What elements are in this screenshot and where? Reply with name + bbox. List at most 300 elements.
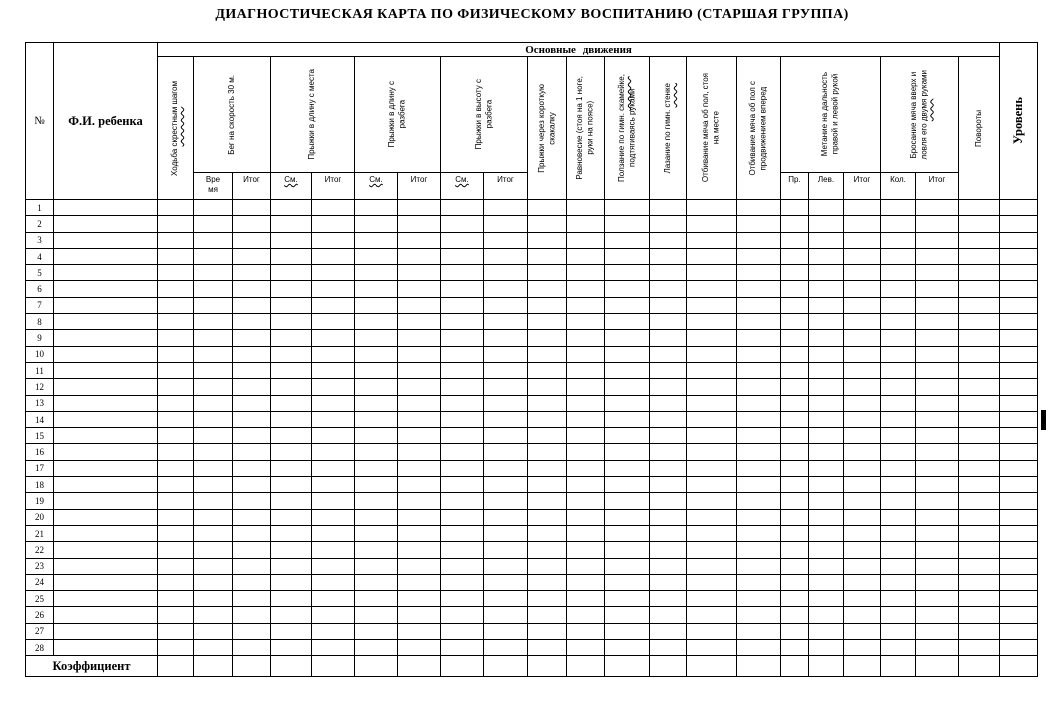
empty-cell bbox=[1000, 216, 1038, 232]
empty-cell bbox=[844, 607, 881, 623]
empty-cell bbox=[781, 411, 809, 427]
empty-cell bbox=[781, 640, 809, 656]
empty-cell bbox=[737, 216, 781, 232]
empty-cell bbox=[650, 444, 687, 460]
empty-cell bbox=[271, 281, 312, 297]
empty-cell bbox=[809, 623, 844, 639]
empty-cell bbox=[809, 428, 844, 444]
empty-cell bbox=[54, 444, 158, 460]
empty-cell bbox=[916, 232, 959, 248]
empty-cell bbox=[441, 232, 484, 248]
row-number: 16 bbox=[26, 444, 54, 460]
empty-cell bbox=[809, 656, 844, 677]
empty-cell bbox=[567, 248, 605, 264]
empty-cell bbox=[271, 297, 312, 313]
empty-cell bbox=[959, 200, 1000, 216]
empty-cell bbox=[737, 460, 781, 476]
empty-cell bbox=[737, 346, 781, 362]
empty-cell bbox=[687, 379, 737, 395]
empty-cell bbox=[781, 558, 809, 574]
empty-cell bbox=[233, 460, 271, 476]
empty-cell bbox=[54, 411, 158, 427]
row-number: 4 bbox=[26, 248, 54, 264]
empty-cell bbox=[271, 525, 312, 541]
empty-cell bbox=[158, 444, 194, 460]
empty-cell bbox=[650, 232, 687, 248]
empty-cell bbox=[881, 395, 916, 411]
empty-cell bbox=[355, 656, 398, 677]
empty-cell bbox=[737, 542, 781, 558]
empty-cell bbox=[1000, 248, 1038, 264]
empty-cell bbox=[312, 281, 355, 297]
empty-cell bbox=[528, 232, 567, 248]
empty-cell bbox=[355, 330, 398, 346]
level-rotated-label: Уровень bbox=[1011, 97, 1026, 145]
empty-cell bbox=[809, 493, 844, 509]
empty-cell bbox=[233, 248, 271, 264]
empty-cell bbox=[737, 623, 781, 639]
empty-cell bbox=[844, 525, 881, 541]
empty-cell bbox=[312, 607, 355, 623]
empty-cell bbox=[484, 591, 528, 607]
empty-cell bbox=[158, 623, 194, 639]
empty-cell bbox=[959, 281, 1000, 297]
row-number: 20 bbox=[26, 509, 54, 525]
empty-cell bbox=[844, 623, 881, 639]
empty-cell bbox=[528, 574, 567, 590]
empty-cell bbox=[271, 411, 312, 427]
empty-cell bbox=[484, 314, 528, 330]
row-number: 18 bbox=[26, 477, 54, 493]
empty-cell bbox=[881, 314, 916, 330]
empty-cell bbox=[781, 379, 809, 395]
empty-cell bbox=[398, 493, 441, 509]
empty-cell bbox=[233, 591, 271, 607]
row-number: 21 bbox=[26, 525, 54, 541]
subheader-total: Итог bbox=[844, 173, 881, 200]
empty-cell bbox=[233, 200, 271, 216]
empty-cell bbox=[194, 558, 233, 574]
empty-cell bbox=[881, 444, 916, 460]
subheader-count: Кол. bbox=[881, 173, 916, 200]
empty-cell bbox=[781, 232, 809, 248]
empty-cell bbox=[881, 493, 916, 509]
empty-cell bbox=[605, 395, 650, 411]
empty-cell bbox=[194, 623, 233, 639]
empty-cell bbox=[158, 640, 194, 656]
empty-cell bbox=[312, 640, 355, 656]
empty-cell bbox=[355, 493, 398, 509]
empty-cell bbox=[959, 542, 1000, 558]
empty-cell bbox=[687, 248, 737, 264]
empty-cell bbox=[844, 477, 881, 493]
empty-cell bbox=[355, 640, 398, 656]
table-row bbox=[26, 591, 1038, 607]
empty-cell bbox=[441, 656, 484, 677]
empty-cell bbox=[158, 542, 194, 558]
empty-cell bbox=[441, 493, 484, 509]
empty-cell bbox=[355, 623, 398, 639]
empty-cell bbox=[194, 200, 233, 216]
empty-cell bbox=[959, 346, 1000, 362]
empty-cell bbox=[398, 379, 441, 395]
table-row bbox=[26, 623, 1038, 639]
empty-cell bbox=[844, 265, 881, 281]
empty-cell bbox=[809, 591, 844, 607]
table-row bbox=[26, 574, 1038, 590]
col-header-running-high-jump: Прыжки в высоту с разбега bbox=[441, 57, 528, 173]
diagnostic-table bbox=[25, 42, 1038, 677]
empty-cell bbox=[687, 574, 737, 590]
row-number: 27 bbox=[26, 623, 54, 639]
empty-cell bbox=[484, 640, 528, 656]
empty-cell bbox=[737, 200, 781, 216]
empty-cell bbox=[650, 542, 687, 558]
empty-cell bbox=[959, 297, 1000, 313]
empty-cell bbox=[158, 200, 194, 216]
empty-cell bbox=[844, 330, 881, 346]
subheader-total: Итог bbox=[312, 173, 355, 200]
table-row bbox=[26, 362, 1038, 378]
empty-cell bbox=[398, 314, 441, 330]
empty-cell bbox=[194, 248, 233, 264]
empty-cell bbox=[271, 232, 312, 248]
table-row bbox=[26, 314, 1038, 330]
empty-cell bbox=[158, 460, 194, 476]
empty-cell bbox=[844, 395, 881, 411]
empty-cell bbox=[687, 477, 737, 493]
empty-cell bbox=[650, 379, 687, 395]
empty-cell bbox=[916, 379, 959, 395]
empty-cell bbox=[54, 216, 158, 232]
empty-cell bbox=[233, 640, 271, 656]
col-header-bench-crawling: Ползание по гимн. скамейке, подтягиваясь руками bbox=[605, 57, 650, 200]
empty-cell bbox=[398, 542, 441, 558]
empty-cell bbox=[233, 493, 271, 509]
empty-cell bbox=[355, 314, 398, 330]
row-number: 22 bbox=[26, 542, 54, 558]
empty-cell bbox=[809, 362, 844, 378]
empty-cell bbox=[441, 297, 484, 313]
empty-cell bbox=[737, 428, 781, 444]
empty-cell bbox=[158, 265, 194, 281]
empty-cell bbox=[881, 640, 916, 656]
empty-cell bbox=[809, 200, 844, 216]
empty-cell bbox=[650, 395, 687, 411]
empty-cell bbox=[528, 281, 567, 297]
empty-cell bbox=[441, 558, 484, 574]
empty-cell bbox=[1000, 428, 1038, 444]
empty-cell bbox=[959, 509, 1000, 525]
empty-cell bbox=[916, 444, 959, 460]
empty-cell bbox=[54, 297, 158, 313]
empty-cell bbox=[54, 200, 158, 216]
empty-cell bbox=[398, 623, 441, 639]
empty-cell bbox=[781, 460, 809, 476]
empty-cell bbox=[916, 477, 959, 493]
empty-cell bbox=[916, 297, 959, 313]
empty-cell bbox=[441, 362, 484, 378]
empty-cell bbox=[54, 558, 158, 574]
empty-cell bbox=[1000, 362, 1038, 378]
empty-cell bbox=[1000, 542, 1038, 558]
empty-cell bbox=[959, 640, 1000, 656]
empty-cell bbox=[271, 509, 312, 525]
empty-cell bbox=[567, 314, 605, 330]
empty-cell bbox=[809, 330, 844, 346]
empty-cell bbox=[312, 509, 355, 525]
empty-cell bbox=[398, 574, 441, 590]
empty-cell bbox=[737, 379, 781, 395]
empty-cell bbox=[567, 493, 605, 509]
col-header-cross-step-walking: Ходьба скрестным шагом bbox=[158, 57, 194, 200]
empty-cell bbox=[959, 411, 1000, 427]
empty-cell bbox=[916, 623, 959, 639]
empty-cell bbox=[916, 591, 959, 607]
col-header-wall-climbing: Лазание по гимн. стенке bbox=[650, 57, 687, 200]
empty-cell bbox=[959, 314, 1000, 330]
empty-cell bbox=[844, 509, 881, 525]
empty-cell bbox=[1000, 558, 1038, 574]
empty-cell bbox=[441, 330, 484, 346]
empty-cell bbox=[355, 574, 398, 590]
empty-cell bbox=[687, 460, 737, 476]
empty-cell bbox=[809, 509, 844, 525]
empty-cell bbox=[881, 362, 916, 378]
empty-cell bbox=[605, 200, 650, 216]
empty-cell bbox=[650, 574, 687, 590]
empty-cell bbox=[844, 591, 881, 607]
empty-cell bbox=[355, 362, 398, 378]
empty-cell bbox=[567, 525, 605, 541]
empty-cell bbox=[959, 460, 1000, 476]
empty-cell bbox=[650, 330, 687, 346]
data-rows bbox=[26, 200, 1038, 656]
empty-cell bbox=[959, 558, 1000, 574]
empty-cell bbox=[687, 607, 737, 623]
empty-cell bbox=[650, 200, 687, 216]
empty-cell bbox=[844, 444, 881, 460]
empty-cell bbox=[271, 607, 312, 623]
empty-cell bbox=[528, 444, 567, 460]
empty-cell bbox=[781, 395, 809, 411]
col-header-level bbox=[1000, 43, 1038, 200]
empty-cell bbox=[687, 411, 737, 427]
empty-cell bbox=[528, 379, 567, 395]
empty-cell bbox=[916, 428, 959, 444]
col-header-running-long-jump: Прыжки в длину с разбега bbox=[355, 57, 441, 173]
empty-cell bbox=[484, 265, 528, 281]
empty-cell bbox=[271, 346, 312, 362]
row-number: 11 bbox=[26, 362, 54, 378]
empty-cell bbox=[528, 558, 567, 574]
empty-cell bbox=[650, 509, 687, 525]
empty-cell bbox=[194, 460, 233, 476]
row-number: 13 bbox=[26, 395, 54, 411]
empty-cell bbox=[567, 542, 605, 558]
empty-cell bbox=[809, 640, 844, 656]
empty-cell bbox=[1000, 591, 1038, 607]
empty-cell bbox=[271, 330, 312, 346]
empty-cell bbox=[54, 232, 158, 248]
table-row bbox=[26, 248, 1038, 264]
empty-cell bbox=[158, 395, 194, 411]
empty-cell bbox=[605, 623, 650, 639]
empty-cell bbox=[355, 232, 398, 248]
empty-cell bbox=[781, 428, 809, 444]
empty-cell bbox=[233, 232, 271, 248]
empty-cell bbox=[194, 477, 233, 493]
subheader-total: Итог bbox=[484, 173, 528, 200]
empty-cell bbox=[484, 509, 528, 525]
empty-cell bbox=[809, 574, 844, 590]
empty-cell bbox=[650, 362, 687, 378]
empty-cell bbox=[528, 411, 567, 427]
col-header-turns: Повороты bbox=[959, 57, 1000, 200]
empty-cell bbox=[194, 640, 233, 656]
empty-cell bbox=[844, 460, 881, 476]
empty-cell bbox=[194, 330, 233, 346]
table-row bbox=[26, 444, 1038, 460]
empty-cell bbox=[781, 591, 809, 607]
row-number: 17 bbox=[26, 460, 54, 476]
empty-cell bbox=[484, 281, 528, 297]
empty-cell bbox=[54, 395, 158, 411]
empty-cell bbox=[312, 395, 355, 411]
empty-cell bbox=[158, 314, 194, 330]
empty-cell bbox=[194, 379, 233, 395]
empty-cell bbox=[484, 574, 528, 590]
empty-cell bbox=[959, 216, 1000, 232]
empty-cell bbox=[233, 509, 271, 525]
empty-cell bbox=[441, 591, 484, 607]
empty-cell bbox=[844, 200, 881, 216]
empty-cell bbox=[158, 232, 194, 248]
subheader-cm: См. bbox=[271, 173, 312, 200]
row-number: 14 bbox=[26, 411, 54, 427]
empty-cell bbox=[441, 216, 484, 232]
empty-cell bbox=[844, 640, 881, 656]
empty-cell bbox=[650, 591, 687, 607]
empty-cell bbox=[271, 460, 312, 476]
empty-cell bbox=[312, 200, 355, 216]
subheader-right-hand: Пр. bbox=[781, 173, 809, 200]
empty-cell bbox=[650, 558, 687, 574]
row-number: 15 bbox=[26, 428, 54, 444]
empty-cell bbox=[271, 379, 312, 395]
empty-cell bbox=[605, 330, 650, 346]
empty-cell bbox=[271, 248, 312, 264]
empty-cell bbox=[687, 493, 737, 509]
empty-cell bbox=[650, 428, 687, 444]
empty-cell bbox=[158, 591, 194, 607]
empty-cell bbox=[484, 428, 528, 444]
empty-cell bbox=[484, 362, 528, 378]
empty-cell bbox=[233, 314, 271, 330]
empty-cell bbox=[737, 411, 781, 427]
empty-cell bbox=[355, 200, 398, 216]
empty-cell bbox=[844, 346, 881, 362]
empty-cell bbox=[781, 444, 809, 460]
empty-cell bbox=[194, 362, 233, 378]
empty-cell bbox=[650, 477, 687, 493]
empty-cell bbox=[605, 509, 650, 525]
empty-cell bbox=[233, 525, 271, 541]
empty-cell bbox=[809, 216, 844, 232]
empty-cell bbox=[959, 444, 1000, 460]
empty-cell bbox=[809, 460, 844, 476]
empty-cell bbox=[916, 265, 959, 281]
col-header-ball-bounce-moving: Отбивание мяча об пол с продвижением вперед bbox=[737, 57, 781, 200]
empty-cell bbox=[233, 623, 271, 639]
empty-cell bbox=[1000, 200, 1038, 216]
table-row bbox=[26, 428, 1038, 444]
empty-cell bbox=[781, 509, 809, 525]
empty-cell bbox=[809, 558, 844, 574]
empty-cell bbox=[398, 395, 441, 411]
empty-cell bbox=[605, 216, 650, 232]
empty-cell bbox=[441, 411, 484, 427]
empty-cell bbox=[737, 493, 781, 509]
empty-cell bbox=[355, 460, 398, 476]
empty-cell bbox=[233, 607, 271, 623]
empty-cell bbox=[781, 314, 809, 330]
empty-cell bbox=[881, 265, 916, 281]
empty-cell bbox=[484, 395, 528, 411]
empty-cell bbox=[233, 330, 271, 346]
empty-cell bbox=[312, 558, 355, 574]
row-number: 28 bbox=[26, 640, 54, 656]
empty-cell bbox=[781, 525, 809, 541]
empty-cell bbox=[567, 265, 605, 281]
empty-cell bbox=[737, 248, 781, 264]
empty-cell bbox=[54, 640, 158, 656]
empty-cell bbox=[312, 428, 355, 444]
empty-cell bbox=[271, 656, 312, 677]
empty-cell bbox=[233, 574, 271, 590]
empty-cell bbox=[233, 411, 271, 427]
empty-cell bbox=[398, 525, 441, 541]
empty-cell bbox=[271, 477, 312, 493]
empty-cell bbox=[158, 574, 194, 590]
empty-cell bbox=[194, 574, 233, 590]
empty-cell bbox=[567, 200, 605, 216]
text-cursor-mark bbox=[1041, 410, 1046, 430]
empty-cell bbox=[959, 574, 1000, 590]
empty-cell bbox=[605, 248, 650, 264]
empty-cell bbox=[844, 314, 881, 330]
empty-cell bbox=[881, 216, 916, 232]
empty-cell bbox=[528, 248, 567, 264]
empty-cell bbox=[844, 574, 881, 590]
empty-cell bbox=[605, 411, 650, 427]
empty-cell bbox=[441, 640, 484, 656]
empty-cell bbox=[916, 248, 959, 264]
empty-cell bbox=[484, 411, 528, 427]
empty-cell bbox=[194, 542, 233, 558]
empty-cell bbox=[1000, 460, 1038, 476]
table-row bbox=[26, 265, 1038, 281]
empty-cell bbox=[781, 574, 809, 590]
empty-cell bbox=[844, 248, 881, 264]
empty-cell bbox=[194, 493, 233, 509]
empty-cell bbox=[484, 330, 528, 346]
empty-cell bbox=[54, 330, 158, 346]
empty-cell bbox=[809, 477, 844, 493]
table-row bbox=[26, 493, 1038, 509]
empty-cell bbox=[687, 558, 737, 574]
empty-cell bbox=[781, 346, 809, 362]
